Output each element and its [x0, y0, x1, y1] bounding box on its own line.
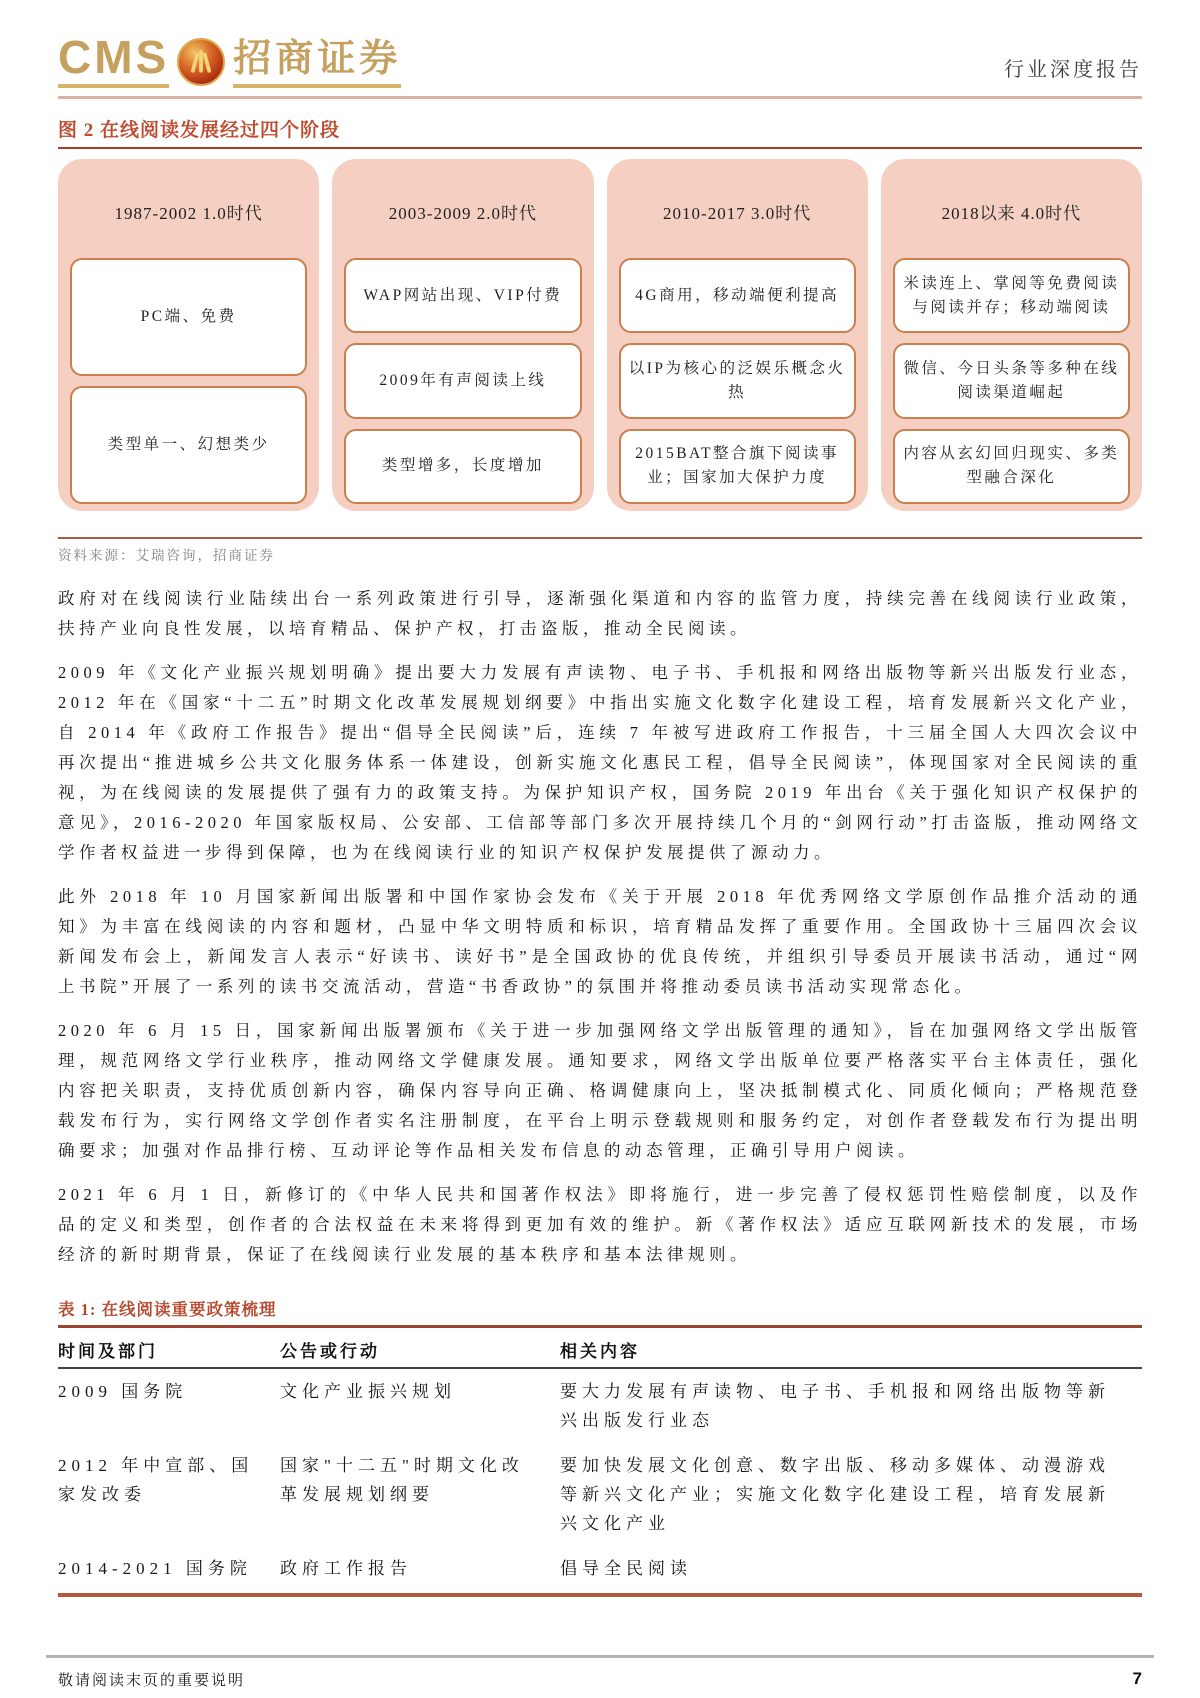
stage-item: 2015BAT整合旗下阅读事业；国家加大保护力度	[619, 429, 856, 504]
stage-item: 微信、今日头条等多种在线阅读渠道崛起	[893, 343, 1130, 418]
stage-4	[881, 159, 1142, 511]
table-header-row	[58, 1330, 1142, 1368]
stage-era: 1987-2002 1.0时代	[114, 204, 263, 223]
page-footer	[58, 1669, 1142, 1690]
table-cell: 文化产业振兴规划	[280, 1382, 456, 1401]
stage-items	[344, 258, 581, 504]
table-cell: 2014-2021 国务院	[58, 1559, 252, 1578]
table-bottom-divider	[58, 1593, 1142, 1597]
figure-title: 图 2 在线阅读发展经过四个阶段	[58, 120, 341, 141]
stage-item: 2009年有声阅读上线	[344, 343, 581, 418]
cms-medallion-icon	[177, 38, 225, 86]
body-paragraph-4: 2020 年 6 月 15 日，国家新闻出版署颁布《关于进一步加强网络文学出版管理的通知》，旨在加强网络文学出版管理，规范网络文学行业秩序，推动网络文学健康发展。通知要求，网络文学出版单位要严格落实平台主体责任，强化内容把关职责，支持优质创新内容，确保内容导向正确、格调健康向上，坚决抵制模式化、同质化倾向；严格规范登载发布行为，实行网络文学创作者实名注册制度，在平台上明示登载规则和服务约定，对创作者登载发布行为提出明确要求；加强对作品排行榜、互动评论等作品相关发布信息的动态管理，正确引导用户阅读。	[58, 1021, 1142, 1160]
stages-diagram	[58, 159, 1142, 511]
stage-item: 内容从玄幻回归现实、多类型融合深化	[893, 429, 1130, 504]
body-paragraph-3: 此外 2018 年 10 月国家新闻出版署和中国作家协会发布《关于开展 2018 年优秀网络文学原创作品推介活动的通知》为丰富在线阅读的内容和题材，凸显中华文明特质和标识，培育精品发挥了重要作用。全国政协十三届四次会议新闻发布会上，新闻发言人表示“好读书、读好书”是全国政协的优良传统，并组织引导委员开展读书活动，通过“网上书院”开展了一系列的读书交流活动，营造“书香政协”的氛围并将推动委员读书活动实现常态化。	[58, 887, 1142, 996]
table-row	[58, 1546, 1142, 1591]
figure-title-divider	[58, 147, 1142, 149]
table-header-cell: 公告或行动	[280, 1330, 560, 1368]
table-cell: 2012 年中宣部、国家发改委	[58, 1456, 254, 1504]
table-cell: 2009 国务院	[58, 1382, 188, 1401]
stage-items	[619, 258, 856, 504]
brand-name: 招商证券	[233, 40, 401, 88]
stage-item: 米读连上、掌阅等免费阅读与阅读并存；移动端阅读	[893, 258, 1130, 333]
table-header-cell: 时间及部门	[58, 1330, 280, 1368]
stage-1	[58, 159, 319, 511]
body-paragraph-5: 2021 年 6 月 1 日，新修订的《中华人民共和国著作权法》即将施行，进一步完善了侵权惩罚性赔偿制度，以及作品的定义和类型，创作者的合法权益在未来将得到更加有效的维护。新《著作权法》适应互联网新技术的发展，市场经济的新时期背景，保证了在线阅读行业发展的基本秩序和基本法律规则。	[58, 1185, 1142, 1264]
table-cell: 倡导全民阅读	[560, 1559, 692, 1578]
stage-item: PC端、免费	[70, 258, 307, 376]
table-row	[58, 1368, 1142, 1443]
table-title: 表 1: 在线阅读重要政策梳理	[58, 1300, 277, 1319]
table-cell: 要大力发展有声读物、电子书、手机报和网络出版物等新兴出版发行业态	[560, 1382, 1110, 1430]
stage-era: 2018以来 4.0时代	[941, 204, 1082, 223]
page-number: 7	[1132, 1669, 1142, 1688]
table-cell: 国家"十二五"时期文化改革发展规划纲要	[280, 1456, 524, 1504]
header-divider	[58, 96, 1142, 99]
body-paragraph-1: 政府对在线阅读行业陆续出台一系列政策进行引导，逐渐强化渠道和内容的监管力度，持续完善在线阅读行业政策，扶持产业向良性发展，以培育精品、保护产权，打击盗版，推动全民阅读。	[58, 589, 1142, 638]
table-header-cell: 相关内容	[560, 1330, 1142, 1368]
stage-items	[893, 258, 1130, 504]
stage-item: 4G商用，移动端便利提高	[619, 258, 856, 333]
stage-3	[607, 159, 868, 511]
page-header	[0, 0, 1200, 88]
stage-era: 2010-2017 3.0时代	[663, 204, 812, 223]
table-row	[58, 1443, 1142, 1546]
figure-source: 资料来源：艾瑞咨询，招商证券	[58, 548, 275, 563]
stage-item: 类型增多，长度增加	[344, 429, 581, 504]
stage-item: 类型单一、幻想类少	[70, 386, 307, 504]
figure-source-divider	[58, 537, 1142, 539]
table-cell: 政府工作报告	[280, 1559, 412, 1578]
policy-table	[58, 1330, 1142, 1591]
cms-logo	[58, 31, 402, 88]
cms-logo-text: CMS	[58, 34, 169, 88]
stage-era: 2003-2009 2.0时代	[388, 204, 537, 223]
report-type-label: 行业深度报告	[1004, 59, 1142, 81]
footer-disclaimer: 敬请阅读末页的重要说明	[58, 1673, 246, 1689]
page-content	[58, 115, 1142, 1597]
stage-item: 以IP为核心的泛娱乐概念火热	[619, 343, 856, 418]
table-cell: 要加快发展文化创意、数字出版、移动多媒体、动漫游戏等新兴文化产业；实施文化数字化建设工程，培育发展新兴文化产业	[560, 1456, 1110, 1533]
stage-item: WAP网站出现、VIP付费	[344, 258, 581, 333]
table-top-divider	[58, 1325, 1142, 1328]
stage-items	[70, 258, 307, 504]
stage-2	[332, 159, 593, 511]
body-paragraph-2: 2009 年《文化产业振兴规划明确》提出要大力发展有声读物、电子书、手机报和网络出版物等新兴出版发行业态，2012 年在《国家“十二五”时期文化改革发展规划纲要》中指出实施文化数字化建设工程，培育发展新兴文化产业，自 2014 年《政府工作报告》提出“倡导全民阅读”后，连续 7 年被写进政府工作报告，十三届全国人大四次会议中再次提出“推进城乡公共文化服务体系一体建设，创新实施文化惠民工程，倡导全民阅读”，体现国家对全民阅读的重视，为在线阅读的发展提供了强有力的政策支持。为保护知识产权，国务院 2019 年出台《关于强化知识产权保护的意见》，2016-2020 年国家版权局、公安部、工信部等部门多次开展持续几个月的“剑网行动”打击盗版，推动网络文学作者权益进一步得到保障，也为在线阅读行业的知识产权保护发展提供了源动力。	[58, 663, 1142, 862]
footer-divider	[46, 1655, 1154, 1658]
